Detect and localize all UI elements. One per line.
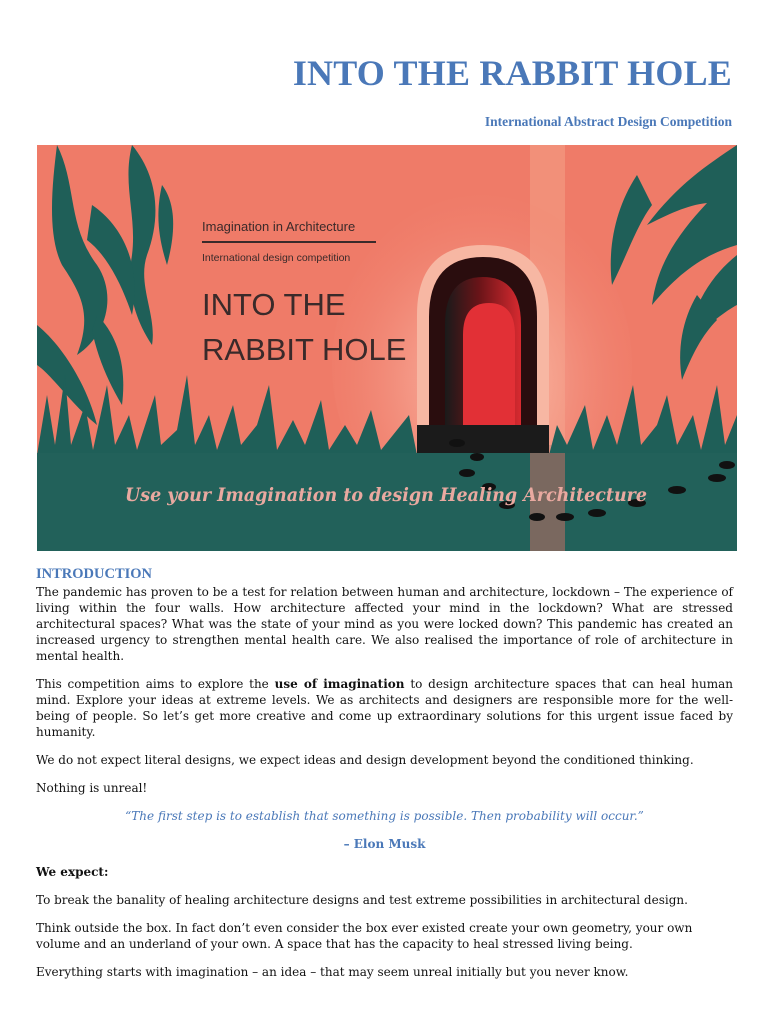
intro-p2-after: to design architecture spaces that can heal human mind. Explore your ideas at extreme levels. We as architects and designers are responsible more for the well-being of people. So let’s get more creative and come up extraordinary solutions for this urgent issue faced by humanity. xyxy=(36,677,733,739)
competition-banner xyxy=(37,145,737,551)
arch-doorway-illustration xyxy=(417,245,549,455)
expect-item-3: Everything starts with imagination – an idea – that may seem unreal initially but you never know. xyxy=(36,965,629,979)
page-title: INTO THE RABBIT HOLE xyxy=(292,53,732,93)
banner-illustration xyxy=(37,145,737,551)
banner-kicker-sub: International design competition xyxy=(202,252,351,264)
page-subtitle: International Abstract Design Competition xyxy=(484,114,732,129)
quote-author: – Elon Musk xyxy=(343,837,426,851)
banner-tagline: Use your Imagination to design Healing Architecture xyxy=(125,485,647,506)
expect-item-1: To break the banality of healing architecture designs and test extreme possibilities in architectural design. xyxy=(36,893,688,907)
intro-p2-bold: use of imagination xyxy=(274,677,405,691)
article-body xyxy=(36,566,733,992)
banner-title-line1: INTO THE xyxy=(202,287,346,322)
intro-heading: INTRODUCTION xyxy=(36,566,153,582)
intro-paragraph-4: Nothing is unreal! xyxy=(36,781,148,795)
intro-p2-before: This competition aims to explore the xyxy=(36,677,275,691)
intro-paragraph-1: The pandemic has proven to be a test for relation between human and architecture, lockdown – The experience of living within the four walls. How architecture affected your mind in the lockdown? What are stressed architectural spaces? What was the state of your mind as you were locked down? This pandemic has created an increased urgency to strengthen mental health care. We also realised the importance of role of architecture in mental health. xyxy=(36,585,733,663)
quote-text: “The first step is to establish that something is possible. Then probability will occur.” xyxy=(125,809,644,823)
intro-paragraph-2 xyxy=(36,676,733,740)
banner-title-line2: RABBIT HOLE xyxy=(202,332,407,367)
banner-kicker: Imagination in Architecture xyxy=(202,219,356,234)
expect-heading: We expect: xyxy=(36,865,109,879)
expect-item-2: Think outside the box. In fact don’t even consider the box ever existed create your own geometry, your own volume and an underland of your own. A space that has the capacity to heal stressed living being. xyxy=(36,921,693,951)
intro-paragraph-3: We do not expect literal designs, we expect ideas and design development beyond the conditioned thinking. xyxy=(36,753,694,767)
